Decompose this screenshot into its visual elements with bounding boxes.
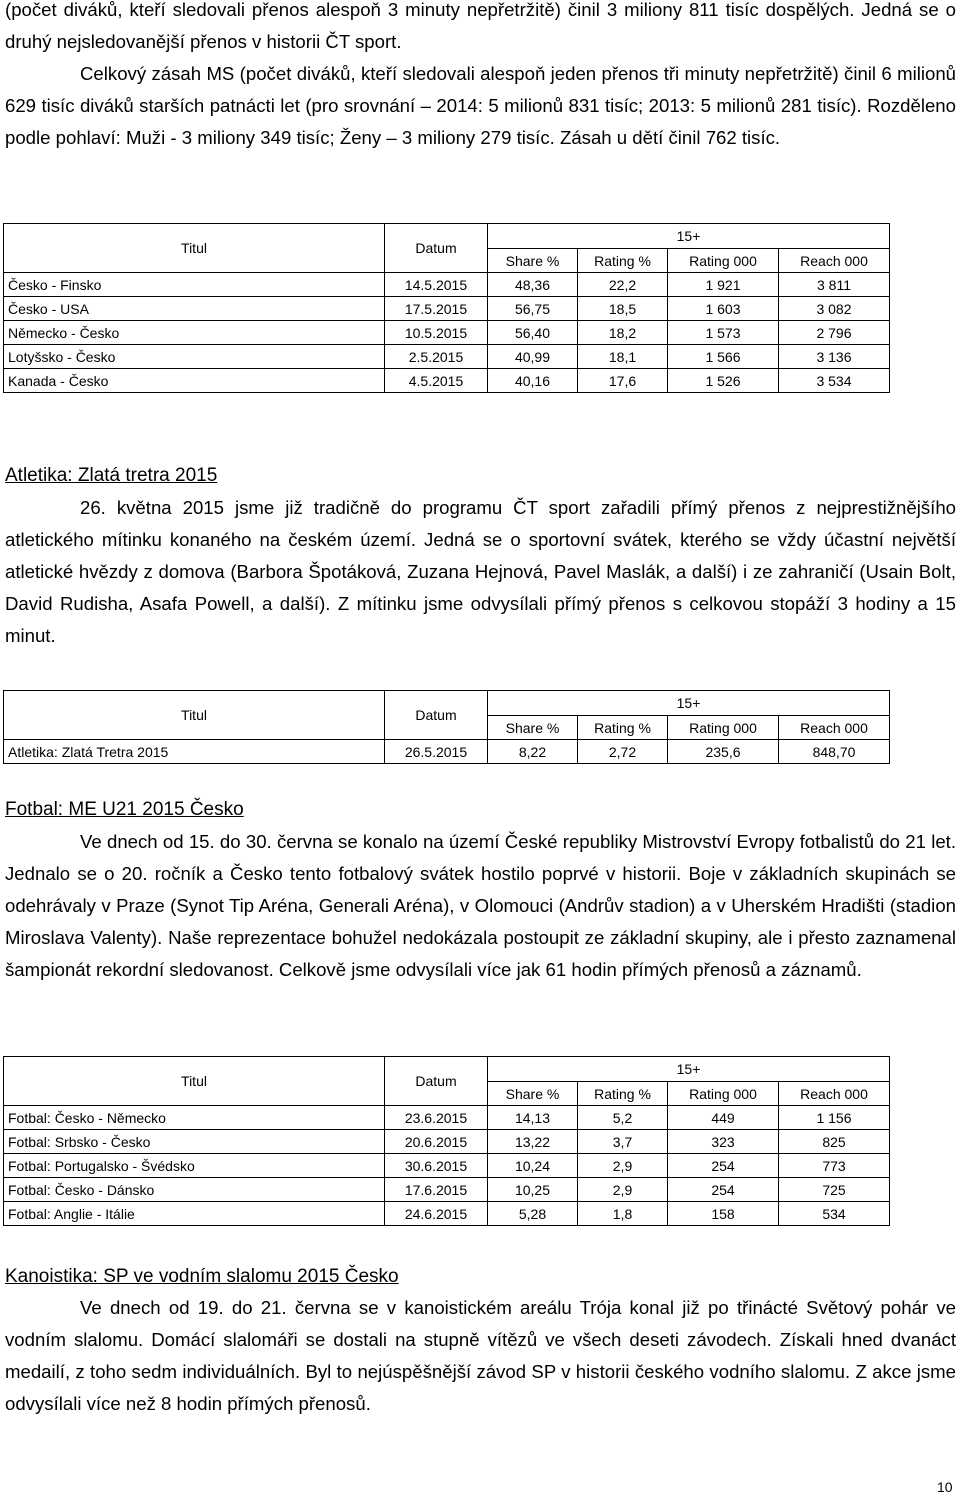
cell-title: Fotbal: Anglie - Itálie [4, 1202, 385, 1226]
cell-rating-pct: 1,8 [578, 1202, 668, 1226]
cell-rating-000: 1 526 [668, 369, 779, 393]
cell-rating-000: 254 [668, 1154, 779, 1178]
cell-reach-000: 3 136 [779, 345, 890, 369]
cell-date: 17.5.2015 [385, 297, 488, 321]
column-header-title: Titul [4, 224, 385, 273]
cell-reach-000: 3 534 [779, 369, 890, 393]
cell-reach-000: 1 156 [779, 1106, 890, 1130]
cell-date: 2.5.2015 [385, 345, 488, 369]
column-header-reach-000: Reach 000 [779, 1082, 890, 1106]
cell-reach-000: 534 [779, 1202, 890, 1226]
cell-date: 14.5.2015 [385, 273, 488, 297]
cell-date: 24.6.2015 [385, 1202, 488, 1226]
cell-date: 20.6.2015 [385, 1130, 488, 1154]
cell-rating-pct: 18,1 [578, 345, 668, 369]
column-header-date: Datum [385, 1057, 488, 1106]
column-header-rating-pct: Rating % [578, 249, 668, 273]
column-header-title: Titul [4, 1057, 385, 1106]
table-row [4, 369, 890, 393]
intro-paragraph-1: (počet diváků, kteří sledovali přenos alespoň 3 minuty nepřetržitě) činil 3 miliony 811 tisíc dospělých. Jedná se o druhý nejsledovanější přenos v historii ČT sport. [5, 0, 956, 52]
cell-share: 56,75 [488, 297, 578, 321]
table-row [4, 1202, 890, 1226]
cell-rating-000: 1 573 [668, 321, 779, 345]
table-row [4, 1106, 890, 1130]
cell-reach-000: 725 [779, 1178, 890, 1202]
cell-title: Fotbal: Česko - Dánsko [4, 1178, 385, 1202]
table-row [4, 1154, 890, 1178]
table-football-ratings [3, 1056, 890, 1226]
cell-rating-000: 235,6 [668, 740, 779, 764]
cell-rating-000: 1 921 [668, 273, 779, 297]
cell-reach-000: 773 [779, 1154, 890, 1178]
column-header-share: Share % [488, 1082, 578, 1106]
cell-rating-000: 449 [668, 1106, 779, 1130]
column-group-header: 15+ [488, 691, 890, 716]
table-athletics-ratings [3, 690, 890, 764]
column-header-rating-000: Rating 000 [668, 249, 779, 273]
cell-rating-000: 1 566 [668, 345, 779, 369]
section-text-athletics: 26. května 2015 jsme již tradičně do programu ČT sport zařadili přímý přenos z nejprestižnějšího atletického mítinku konaného na českém území. Jedná se o sportovní svátek, kterého se vždy účastní největší atletické hvězdy z domova (Barbora Špotáková, Zuzana Hejnová, Pavel Maslák, a další) i ze zahraničí (Usain Bolt, David Rudisha, Asafa Powell, a další). Z mítinku jsme odvysílali přímý přenos s celkovou stopáží 3 hodiny a 15 minut. [5, 497, 956, 646]
cell-rating-pct: 18,2 [578, 321, 668, 345]
cell-title: Fotbal: Portugalsko - Švédsko [4, 1154, 385, 1178]
cell-share: 10,24 [488, 1154, 578, 1178]
cell-share: 10,25 [488, 1178, 578, 1202]
column-header-rating-000: Rating 000 [668, 716, 779, 740]
cell-date: 30.6.2015 [385, 1154, 488, 1178]
cell-rating-pct: 3,7 [578, 1130, 668, 1154]
column-header-reach-000: Reach 000 [779, 249, 890, 273]
table-row [4, 740, 890, 764]
column-header-rating-pct: Rating % [578, 1082, 668, 1106]
table-row [4, 321, 890, 345]
cell-date: 17.6.2015 [385, 1178, 488, 1202]
cell-title: Česko - Finsko [4, 273, 385, 297]
cell-rating-pct: 18,5 [578, 297, 668, 321]
cell-reach-000: 2 796 [779, 321, 890, 345]
cell-reach-000: 825 [779, 1130, 890, 1154]
section-text-canoe: Ve dnech od 19. do 21. června se v kanoistickém areálu Trója konal již po třinácté Světový pohár ve vodním slalomu. Domácí slalomáři se dostali na stupně vítězů ve všech deseti závodech. Získali hned dvanáct medailí, z toho sedm individuálních. Byl to nejúspěšnější závod SP v historii českého vodního slalomu. Z akce jsme odvysílali více než 8 hodin přímých přenosů. [5, 1297, 956, 1414]
cell-title: Kanada - Česko [4, 369, 385, 393]
column-group-header: 15+ [488, 1057, 890, 1082]
table-row [4, 273, 890, 297]
cell-share: 40,99 [488, 345, 578, 369]
intro-paragraph-2: Celkový zásah MS (počet diváků, kteří sledovali alespoň jeden přenos tři minuty nepřetržitě) činil 6 milionů 629 tisíc diváků starších patnácti let (pro srovnání – 2014: 5 milionů 831 tisíc; 2013: 5 milionů 281 tisíc). Rozděleno podle pohlaví: Muži - 3 miliony 349 tisíc; Ženy – 3 miliony 279 tisíc. Zásah u dětí činil 762 tisíc. [5, 63, 956, 148]
cell-rating-pct: 2,72 [578, 740, 668, 764]
section-heading-canoe: Kanoistika: SP ve vodním slalomu 2015 Česko [5, 1266, 399, 1287]
cell-title: Fotbal: Česko - Německo [4, 1106, 385, 1130]
column-group-header: 15+ [488, 224, 890, 249]
cell-rating-pct: 17,6 [578, 369, 668, 393]
cell-rating-000: 323 [668, 1130, 779, 1154]
cell-share: 40,16 [488, 369, 578, 393]
cell-rating-pct: 2,9 [578, 1178, 668, 1202]
cell-rating-pct: 22,2 [578, 273, 668, 297]
table-hockey-ratings [3, 223, 890, 393]
section-heading-athletics: Atletika: Zlatá tretra 2015 [5, 465, 218, 486]
cell-rating-000: 1 603 [668, 297, 779, 321]
table-row [4, 345, 890, 369]
column-header-share: Share % [488, 249, 578, 273]
cell-reach-000: 848,70 [779, 740, 890, 764]
cell-share: 48,36 [488, 273, 578, 297]
table-row [4, 1178, 890, 1202]
cell-reach-000: 3 811 [779, 273, 890, 297]
cell-date: 10.5.2015 [385, 321, 488, 345]
cell-title: Lotyšsko - Česko [4, 345, 385, 369]
column-header-rating-pct: Rating % [578, 716, 668, 740]
cell-title: Atletika: Zlatá Tretra 2015 [4, 740, 385, 764]
column-header-rating-000: Rating 000 [668, 1082, 779, 1106]
column-header-title: Titul [4, 691, 385, 740]
page-number: 10 [937, 1479, 953, 1495]
cell-date: 23.6.2015 [385, 1106, 488, 1130]
column-header-date: Datum [385, 224, 488, 273]
table-row [4, 297, 890, 321]
section-heading-football: Fotbal: ME U21 2015 Česko [5, 799, 244, 820]
cell-title: Německo - Česko [4, 321, 385, 345]
column-header-share: Share % [488, 716, 578, 740]
cell-share: 56,40 [488, 321, 578, 345]
cell-rating-pct: 5,2 [578, 1106, 668, 1130]
table-row [4, 1130, 890, 1154]
cell-share: 5,28 [488, 1202, 578, 1226]
section-text-football: Ve dnech od 15. do 30. června se konalo na území České republiky Mistrovství Evropy fotbalistů do 21 let. Jednalo se o 20. ročník a Česko tento fotbalový svátek hostilo poprvé v historii. Boje v základních skupinách se odehrávaly v Praze (Synot Tip Aréna, Generali Aréna), v Olomouci (Andrův stadion) a v Uherském Hradišti (stadion Miroslava Valenty). Naše reprezentace bohužel nedokázala postoupit ze základní skupiny, ale i přesto zaznamenal šampionát rekordní sledovanost. Celkově jsme odvysílali více jak 61 hodin přímých přenosů a záznamů. [5, 831, 956, 980]
cell-share: 13,22 [488, 1130, 578, 1154]
cell-date: 4.5.2015 [385, 369, 488, 393]
column-header-reach-000: Reach 000 [779, 716, 890, 740]
cell-title: Fotbal: Srbsko - Česko [4, 1130, 385, 1154]
cell-rating-000: 254 [668, 1178, 779, 1202]
cell-rating-pct: 2,9 [578, 1154, 668, 1178]
cell-title: Česko - USA [4, 297, 385, 321]
column-header-date: Datum [385, 691, 488, 740]
cell-share: 14,13 [488, 1106, 578, 1130]
cell-share: 8,22 [488, 740, 578, 764]
cell-date: 26.5.2015 [385, 740, 488, 764]
cell-reach-000: 3 082 [779, 297, 890, 321]
cell-rating-000: 158 [668, 1202, 779, 1226]
